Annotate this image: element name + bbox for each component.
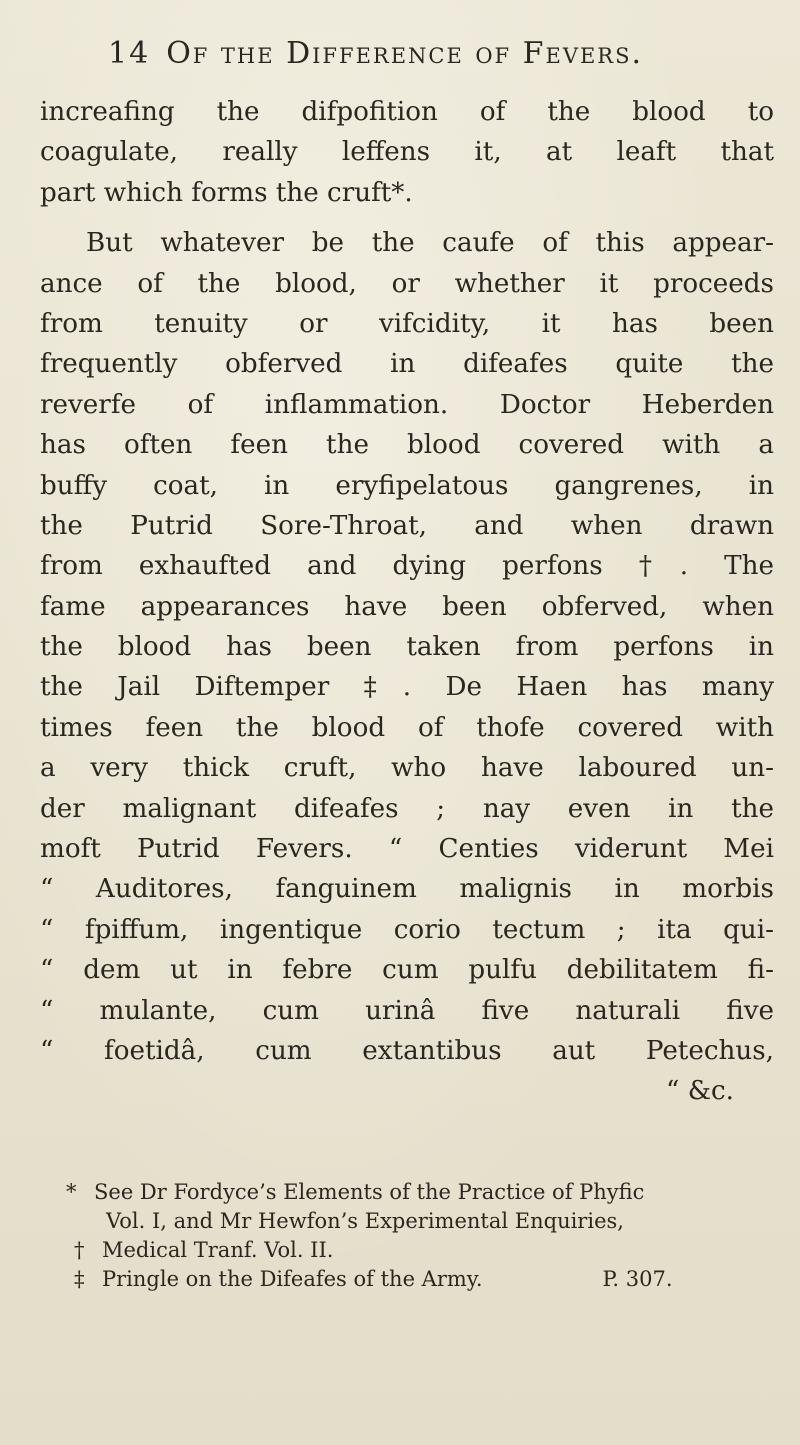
text-line-end: “ &c. <box>665 1076 734 1107</box>
text-line: buffy coat, in eryfipelatous gangrenes, in <box>40 470 774 501</box>
text-line: “ Auditores, fanguinem malignis in morbis <box>40 874 774 905</box>
footnote-text: Pringle on the Difeafes of the Army. <box>102 1267 483 1291</box>
running-head <box>108 36 728 71</box>
text-line: frequently obferved in difeafes quite the <box>40 349 774 380</box>
footnote-star <box>66 1178 766 1207</box>
text-line: “ mulante, cum urinâ five naturali five <box>40 995 774 1026</box>
text-line: ance of the blood, or whether it proceeds <box>40 268 774 299</box>
text-line: from tenuity or vifcidity, it has been <box>40 308 774 339</box>
footnote-page-ref: P. 307. <box>602 1267 673 1291</box>
text-line: has often feen the blood covered with a <box>40 430 774 461</box>
text-line: the blood has been taken from perfons in <box>40 632 774 663</box>
text-line: from exhaufted and dying perfons †. The <box>40 551 774 582</box>
footnote-text: See Dr Fordyce’s Elements of the Practice of Phyfic <box>94 1180 645 1204</box>
text-line: part which forms the cruft*. <box>40 177 413 208</box>
body-text <box>40 92 774 1112</box>
text-line: reverfe of inflammation. Doctor Heberden <box>40 389 774 420</box>
text-line: increafing the difpofition of the blood to <box>40 97 774 127</box>
paragraph-gap <box>40 213 774 223</box>
page-number: 14 <box>108 36 151 71</box>
text-line: fame appearances have been obferved, when <box>40 591 774 622</box>
text-line: “ fpiffum, ingentique corio tectum ; ita qui- <box>40 914 774 945</box>
text-line: coagulate, really leffens it, at leaft that <box>40 137 774 168</box>
footnote-double-dagger <box>66 1265 766 1294</box>
footnote-star-continued: Vol. I, and Mr Hewfon’s Experimental Enquiries, <box>106 1209 624 1233</box>
footnote-mark: ‡ <box>74 1267 85 1291</box>
running-title: Of the Difference of Fevers. <box>166 36 644 71</box>
footnote-dagger <box>66 1236 766 1265</box>
footnote-text: Medical Tranf. Vol. II. <box>102 1238 334 1262</box>
text-line: a very thick cruft, who have laboured un- <box>40 753 774 784</box>
text-line: “ dem ut in febre cum pulfu debilitatem fi- <box>40 955 774 986</box>
text-line: moft Putrid Fevers. “ Centies viderunt Mei <box>40 834 774 865</box>
text-line: the Putrid Sore-Throat, and when drawn <box>40 510 774 541</box>
footnote-mark: * <box>66 1180 77 1204</box>
text-line: der malignant difeafes ; nay even in the <box>40 793 774 824</box>
footnote-mark: † <box>74 1238 85 1262</box>
text-line: the Jail Diftemper ‡. De Haen has many <box>40 672 774 703</box>
text-line: But whatever be the caufe of this appear- <box>86 228 774 259</box>
text-line: “ foetidâ, cum extantibus aut Petechus, <box>40 1035 774 1066</box>
footnotes <box>66 1178 766 1294</box>
text-line: times feen the blood of thofe covered with <box>40 712 774 743</box>
